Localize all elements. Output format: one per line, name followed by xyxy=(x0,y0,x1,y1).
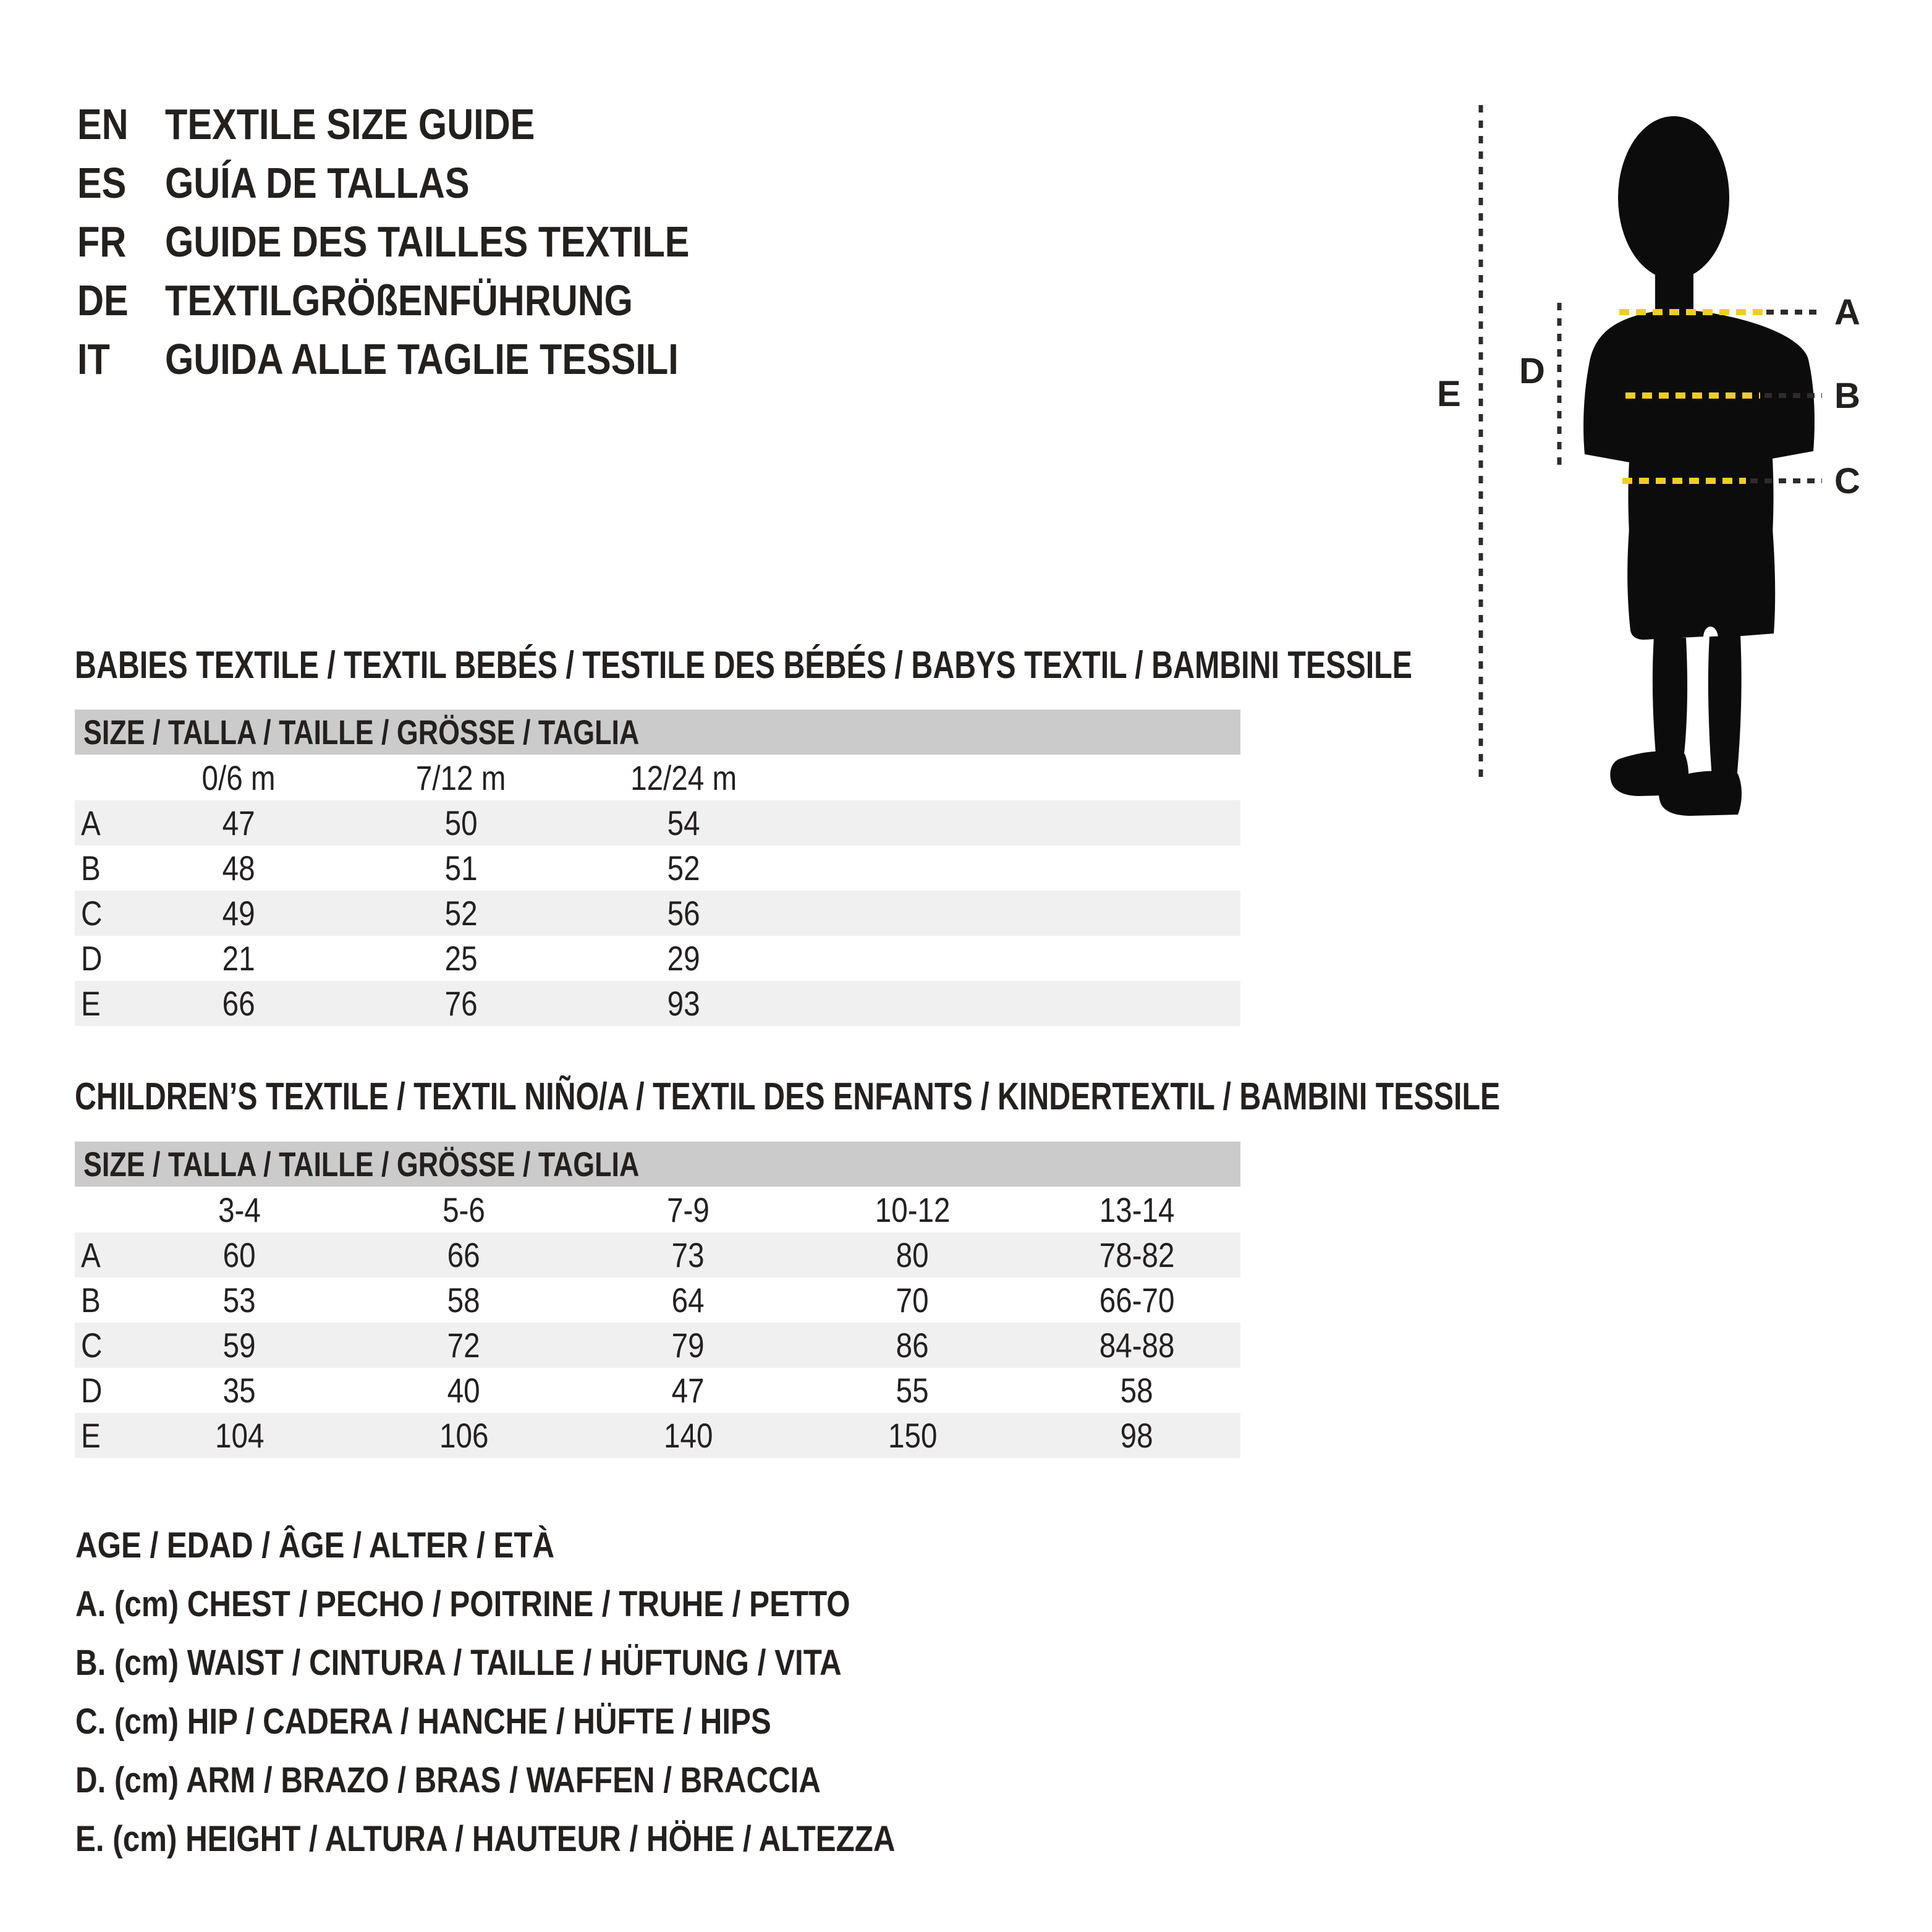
cell-value: 52 xyxy=(444,894,478,933)
guide-title-en: TEXTILE SIZE GUIDE xyxy=(165,100,535,148)
cell-value: 21 xyxy=(222,939,255,978)
figure-label-b: B xyxy=(1834,376,1860,416)
figure-label-a: A xyxy=(1834,292,1860,333)
language-code: DE xyxy=(77,276,129,324)
table-row xyxy=(75,800,1240,845)
language-row-it xyxy=(77,329,782,388)
cell-value: 58 xyxy=(447,1281,480,1320)
measurement-legend xyxy=(75,1516,1040,1868)
cell-value: 78-82 xyxy=(1099,1235,1175,1274)
legend-line-chest: A. (cm) CHEST / PECHO / POITRINE / TRUHE / PETTO xyxy=(75,1584,850,1624)
cell-value: 86 xyxy=(896,1326,929,1365)
table-row xyxy=(75,1232,1240,1277)
language-row-de xyxy=(77,271,782,329)
cell-value: 104 xyxy=(214,1416,265,1455)
child-silhouette-icon xyxy=(1583,116,1815,816)
cell-value: 47 xyxy=(222,803,255,842)
cell-value: 53 xyxy=(223,1281,256,1320)
cell-value: 60 xyxy=(223,1235,256,1274)
language-row-fr xyxy=(77,212,782,271)
language-code: FR xyxy=(77,217,127,266)
legend-line-arm: D. (cm) ARM / BRAZO / BRAS / WAFFEN / BRACCIA xyxy=(75,1760,821,1800)
column-header: 13-14 xyxy=(1099,1190,1175,1229)
cell-value: 56 xyxy=(667,894,700,933)
table-row xyxy=(75,981,1240,1026)
guide-title-es: GUÍA DE TALLAS xyxy=(165,158,470,207)
cell-value: 93 xyxy=(667,984,700,1023)
cell-value: 140 xyxy=(663,1416,713,1455)
row-label: C xyxy=(81,1326,103,1365)
legend-line-waist: B. (cm) WAIST / CINTURA / TAILLE / HÜFTUNG / VITA xyxy=(75,1643,842,1683)
cell-value: 106 xyxy=(439,1416,489,1455)
column-header: 5-6 xyxy=(443,1190,485,1229)
cell-value: 70 xyxy=(896,1281,929,1320)
column-header: 0/6 m xyxy=(201,758,276,797)
column-header: 10-12 xyxy=(875,1190,951,1229)
cell-value: 49 xyxy=(222,894,255,933)
figure-label-e: E xyxy=(1437,374,1461,414)
babies-section-title: BABIES TEXTILE / TEXTIL BEBÉS / TESTILE DES BÉBÉS / BABYS TEXTIL / BAMBINI TESSILE xyxy=(75,644,1412,687)
column-header: 3-4 xyxy=(218,1190,261,1229)
legend-line-height: E. (cm) HEIGHT / ALTURA / HAUTEUR / HÖHE / ALTEZZA xyxy=(75,1819,896,1859)
language-row-es xyxy=(77,153,782,212)
cell-value: 52 xyxy=(667,849,700,888)
guide-title-de: TEXTILGRÖßENFÜHRUNG xyxy=(165,276,633,324)
table-row xyxy=(75,1277,1240,1323)
column-header: 7/12 m xyxy=(416,758,506,797)
cell-value: 66-70 xyxy=(1099,1281,1175,1320)
language-code: EN xyxy=(77,100,129,148)
table-row xyxy=(75,1413,1240,1458)
column-header: 12/24 m xyxy=(630,758,737,797)
cell-value: 59 xyxy=(223,1326,256,1365)
cell-value: 25 xyxy=(444,939,478,978)
legend-line-age: AGE / EDAD / ÂGE / ALTER / ETÀ xyxy=(75,1525,555,1566)
cell-value: 98 xyxy=(1121,1416,1153,1455)
children-size-header-band: SIZE / TALLA / TAILLE / GRÖSSE / TAGLIA xyxy=(75,1142,1240,1187)
cell-value: 72 xyxy=(447,1326,480,1365)
cell-value: 66 xyxy=(222,984,255,1023)
children-section-title: CHILDREN’S TEXTILE / TEXTIL NIÑO/A / TEXTIL DES ENFANTS / KINDERTEXTIL / BAMBINI TESSILE xyxy=(75,1075,1501,1118)
cell-value: 55 xyxy=(896,1371,929,1410)
cell-value: 84-88 xyxy=(1099,1326,1175,1365)
row-label: E xyxy=(81,1416,101,1455)
cell-value: 150 xyxy=(888,1416,938,1455)
babies-table xyxy=(75,755,1240,1026)
babies-column-header-row xyxy=(75,755,1240,800)
row-label: D xyxy=(81,939,103,978)
figure-label-d: D xyxy=(1519,351,1545,391)
column-header: 7-9 xyxy=(667,1190,710,1229)
cell-value: 51 xyxy=(444,849,478,888)
table-row xyxy=(75,936,1240,981)
cell-value: 76 xyxy=(444,984,478,1023)
legend-line-hip: C. (cm) HIP / CADERA / HANCHE / HÜFTE / HIPS xyxy=(75,1701,771,1742)
row-label: B xyxy=(81,1281,101,1320)
cell-value: 64 xyxy=(672,1281,705,1320)
row-label: D xyxy=(81,1371,103,1410)
row-label: E xyxy=(81,984,101,1023)
language-row-en xyxy=(77,95,782,153)
cell-value: 80 xyxy=(896,1235,929,1274)
table-row xyxy=(75,1368,1240,1413)
cell-value: 79 xyxy=(672,1326,705,1365)
cell-value: 35 xyxy=(223,1371,256,1410)
language-list xyxy=(77,95,782,388)
cell-value: 48 xyxy=(222,849,255,888)
guide-title-fr: GUIDE DES TAILLES TEXTILE xyxy=(165,217,690,266)
row-label: A xyxy=(81,803,101,842)
table-row xyxy=(75,845,1240,891)
children-table xyxy=(75,1187,1240,1458)
cell-value: 54 xyxy=(667,803,700,842)
child-measurement-figure xyxy=(1409,49,1932,816)
cell-value: 47 xyxy=(672,1371,705,1410)
row-label: A xyxy=(81,1235,101,1274)
cell-value: 58 xyxy=(1121,1371,1153,1410)
cell-value: 73 xyxy=(672,1235,705,1274)
table-row xyxy=(75,1323,1240,1368)
row-label: B xyxy=(81,849,101,888)
language-code: ES xyxy=(77,158,127,207)
cell-value: 50 xyxy=(444,803,478,842)
figure-label-c: C xyxy=(1834,461,1860,501)
babies-size-header-band: SIZE / TALLA / TAILLE / GRÖSSE / TAGLIA xyxy=(75,710,1240,755)
cell-value: 29 xyxy=(667,939,700,978)
row-label: C xyxy=(81,894,103,933)
cell-value: 40 xyxy=(447,1371,480,1410)
language-code: IT xyxy=(77,334,110,383)
table-row xyxy=(75,891,1240,936)
guide-title-it: GUIDA ALLE TAGLIE TESSILI xyxy=(165,334,679,383)
children-column-header-row xyxy=(75,1187,1240,1232)
cell-value: 66 xyxy=(447,1235,480,1274)
